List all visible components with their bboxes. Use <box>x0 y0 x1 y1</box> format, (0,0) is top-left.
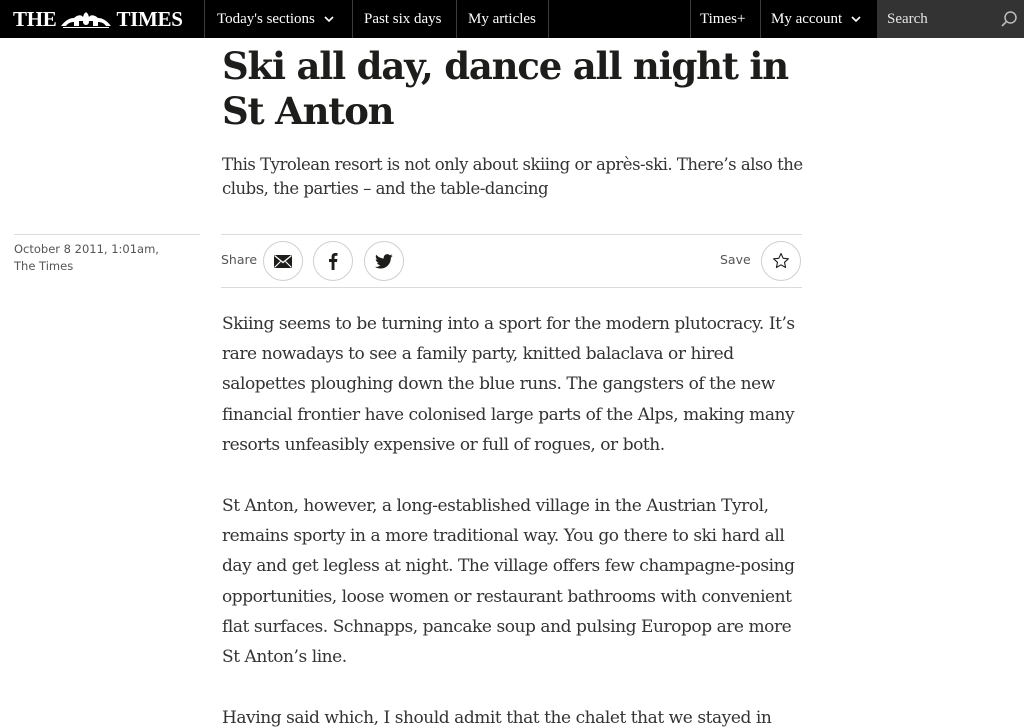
share-email-button[interactable] <box>263 241 303 281</box>
my-account-label: My account <box>771 10 843 27</box>
article-meta <box>14 241 159 275</box>
todays-sections-menu[interactable] <box>217 0 334 38</box>
publish-date: October 8 2011, 1:01am, <box>14 242 159 256</box>
royal-crest-icon <box>57 10 115 28</box>
logo-text-times: TIMES <box>116 6 183 31</box>
nav-divider <box>204 0 205 38</box>
my-account-menu[interactable] <box>771 0 861 38</box>
search-input[interactable] <box>877 0 997 38</box>
article-headline: Ski all day, dance all night in St Anton <box>222 44 788 133</box>
nav-divider <box>548 0 549 38</box>
past-six-days-label: Past six days <box>364 10 442 27</box>
logo-text-the: THE <box>13 6 57 31</box>
my-articles-label: My articles <box>468 10 536 27</box>
nav-divider <box>352 0 353 38</box>
article-source: The Times <box>14 259 74 273</box>
times-plus-label: Times+ <box>700 10 746 27</box>
times-logo[interactable] <box>0 0 204 38</box>
top-navigation-bar <box>0 0 1024 38</box>
meta-divider <box>14 234 200 235</box>
chevron-down-icon <box>324 15 334 23</box>
star-icon <box>772 252 790 270</box>
article-paragraph: St Anton, however, a long-established village in the Austrian Tyrol, remains sporty in a more traditional way. You go there to ski hard all day and get legless at night. The village offers few champagne-posing opportunities, loose women or restaurant bathrooms with convenient flat surfaces. Schnapps, pancake soup and pulsing Europop are more St Anton’s line. <box>222 496 795 668</box>
share-row-top-divider <box>221 234 802 235</box>
my-articles-link[interactable] <box>468 0 536 38</box>
search-box <box>877 0 1024 38</box>
todays-sections-label: Today's sections <box>217 10 315 27</box>
nav-divider <box>760 0 761 38</box>
article-standfirst: This Tyrolean resort is not only about skiing or après-ski. There’s also the clubs, the parties – and the table-dancing <box>222 155 803 198</box>
times-plus-link[interactable] <box>700 0 745 38</box>
twitter-icon <box>375 254 393 269</box>
article-body <box>222 309 812 728</box>
share-label: Share <box>221 252 258 267</box>
chevron-down-icon <box>851 15 861 23</box>
nav-divider <box>456 0 457 38</box>
share-twitter-button[interactable] <box>364 241 404 281</box>
nav-divider <box>690 0 691 38</box>
article-paragraph: Having said which, I should admit that the chalet that we stayed in <box>222 708 772 728</box>
email-icon <box>273 254 293 269</box>
facebook-icon <box>328 252 338 270</box>
share-facebook-button[interactable] <box>313 241 353 281</box>
search-icon[interactable] <box>1000 10 1018 28</box>
past-six-days-link[interactable] <box>364 0 442 38</box>
save-article-button[interactable] <box>761 241 801 281</box>
share-row-bottom-divider <box>221 287 802 288</box>
article-paragraph: Skiing seems to be turning into a sport for the modern plutocracy. It’s rare nowadays to see a family party, knitted balaclava or hired salopettes ploughing down the blue runs. The gangsters of the new financial frontier have colonised large parts of the Alps, making many resorts unfeasibly expensive or full of rogues, or both. <box>222 314 795 455</box>
save-label: Save <box>720 252 751 267</box>
